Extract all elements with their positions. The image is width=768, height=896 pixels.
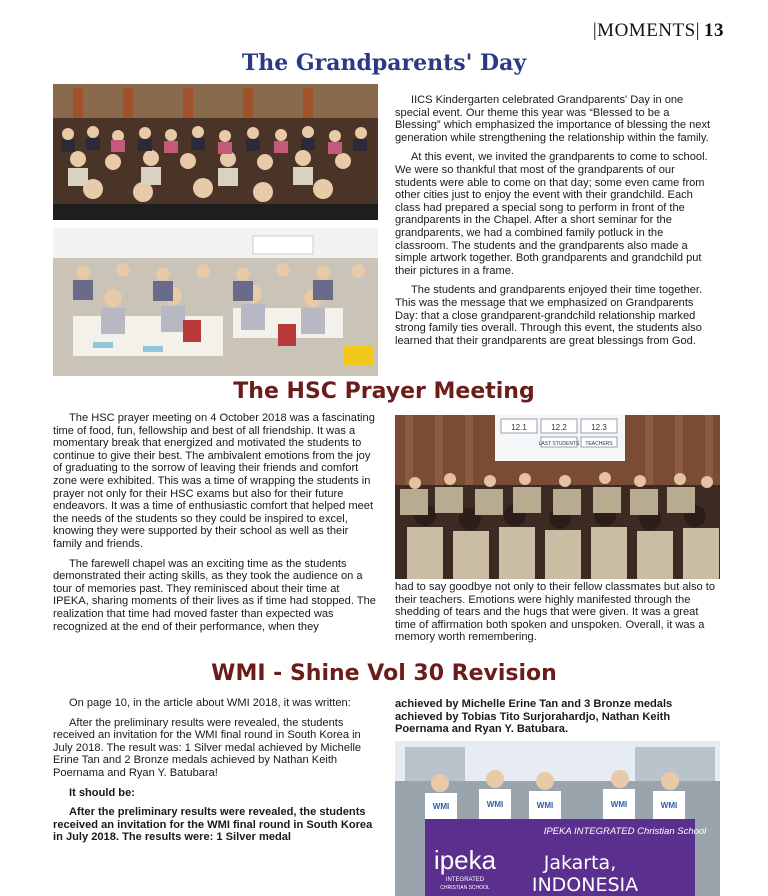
banner-city: Jakarta, xyxy=(543,852,617,874)
banner-logo-sub: INTEGRATED xyxy=(445,877,485,883)
screen-label: TEACHERS xyxy=(585,441,613,447)
page-header xyxy=(593,20,724,42)
page-number: 13 xyxy=(704,20,724,41)
wmi-students-photo xyxy=(395,741,720,896)
hsc-article-right xyxy=(395,581,720,644)
grandparents-title: The Grandparents' Day xyxy=(241,50,527,76)
wmi-title: WMI - Shine Vol 30 Revision xyxy=(211,661,557,686)
grandparents-article xyxy=(395,94,717,347)
article-paragraph: The students and grandparents enjoyed their time together. This was the message that we emphasized on Grandparents Day: that a close grandparent-grandchild relationship marked strong family ties overall. Through this event, the students also learned that their grandparents are great blessings from God. xyxy=(395,284,703,347)
shirt-text: WMI xyxy=(536,801,554,810)
banner-logo: ipeka xyxy=(433,845,497,875)
article-paragraph: IICS Kindergarten celebrated Grandparents' Day in one special event. Our theme this year was “Blessed to be a Blessing” which emphasized the importance of blessing the next generation while strengthening the relationship within the family. xyxy=(395,94,711,144)
shirt-text: WMI xyxy=(660,801,678,810)
article-paragraph: At this event, we invited the grandparents to come to school. We were so thankful that most of the grandparents of our students were able to come on that day; some even came from other cities just to enjoy the event with their grandchild. Each class had prepared a special song to perform in front of the grandparents in the Chapel. After a short seminar for the grandparents, we had a combined family potluck in the classroom. The students and the grandparents also made a simple artwork together. Both grandparents and grandchild put their pictures in a frame. xyxy=(395,151,708,277)
wmi-article-left xyxy=(53,697,378,844)
hsc-photo xyxy=(395,415,720,579)
banner-school-name: IPEKA INTEGRATED Christian School xyxy=(543,826,707,837)
article-paragraph: After the preliminary results were revealed, the students received an invitation for the WMI final round in South Korea in July 2018. The results were: 1 Silver medal xyxy=(53,806,373,844)
hsc-title: The HSC Prayer Meeting xyxy=(233,379,535,404)
screen-label: 12.2 xyxy=(551,423,567,432)
banner-logo-sub2: CHRISTIAN SCHOOL xyxy=(440,885,490,891)
article-paragraph: The HSC prayer meeting on 4 October 2018 was a fascinating time of food, fun, fellowship and best of all friendship. It was a momentary break that energized and motivated the students to continue to give their best. The ambivalent emotions from the joy of graduating to the sorrow of leaving their friends and comfort zone were exhibited. This was a time of wrapping the students in prayer not only for their HSC exams but also for their future endeavors. It was a time of enthusiastic comfort that helped meet the needs of the students so they could be inspired to excel, knowing they were supported by their school as well as their family and friends. xyxy=(53,412,375,550)
article-paragraph: had to say goodbye not only to their fellow classmates but also to their teachers. Emotions were highly manifested through the shedding of tears and the hugs that were given. It was a great time of affirmation both spoken and unspoken. Overall, it was a memory worth remembering. xyxy=(395,581,716,644)
screen-label: LAST STUDENTS xyxy=(538,441,580,447)
section-label: |MOMENTS| xyxy=(592,20,700,41)
article-paragraph: After the preliminary results were revealed, the students received an invitation for the WMI final round in South Korea in July 2018. The result was: 1 Silver medal achieved by Michelle Erine Tan and 2 Bronze medals achieved by Nathan Keith Poernama and Ryan Y. Batubara! xyxy=(53,716,362,779)
grandparents-chapel-photo xyxy=(53,84,378,220)
shirt-text: WMI xyxy=(432,802,450,811)
article-paragraph: It should be: xyxy=(69,786,135,799)
shirt-text: WMI xyxy=(486,800,504,809)
article-paragraph: The farewell chapel was an exciting time as the students demonstrated their acting skills, as they took the audience on a tour of memories past. They reminisced about their time at IPEKA, sharing moments of their lives as if time had stopped. The realization that time had moved faster than expected was recognized at the end of their performance, when they xyxy=(53,557,376,633)
article-paragraph: achieved by Michelle Erine Tan and 3 Bronze medals achieved by Tobias Tito Surjorahardjo, Nathan Keith Poernama and Ryan Y. Batubara. xyxy=(395,698,673,736)
article-paragraph: On page 10, in the article about WMI 2018, it was written: xyxy=(69,697,351,709)
hsc-article-left xyxy=(53,412,378,633)
shirt-text: WMI xyxy=(610,800,628,809)
grandparents-classroom-photo xyxy=(53,228,378,376)
banner-country: INDONESIA xyxy=(531,874,639,896)
screen-label: 12.3 xyxy=(591,423,607,432)
screen-label: 12.1 xyxy=(511,423,527,432)
wmi-article-right xyxy=(395,698,720,736)
